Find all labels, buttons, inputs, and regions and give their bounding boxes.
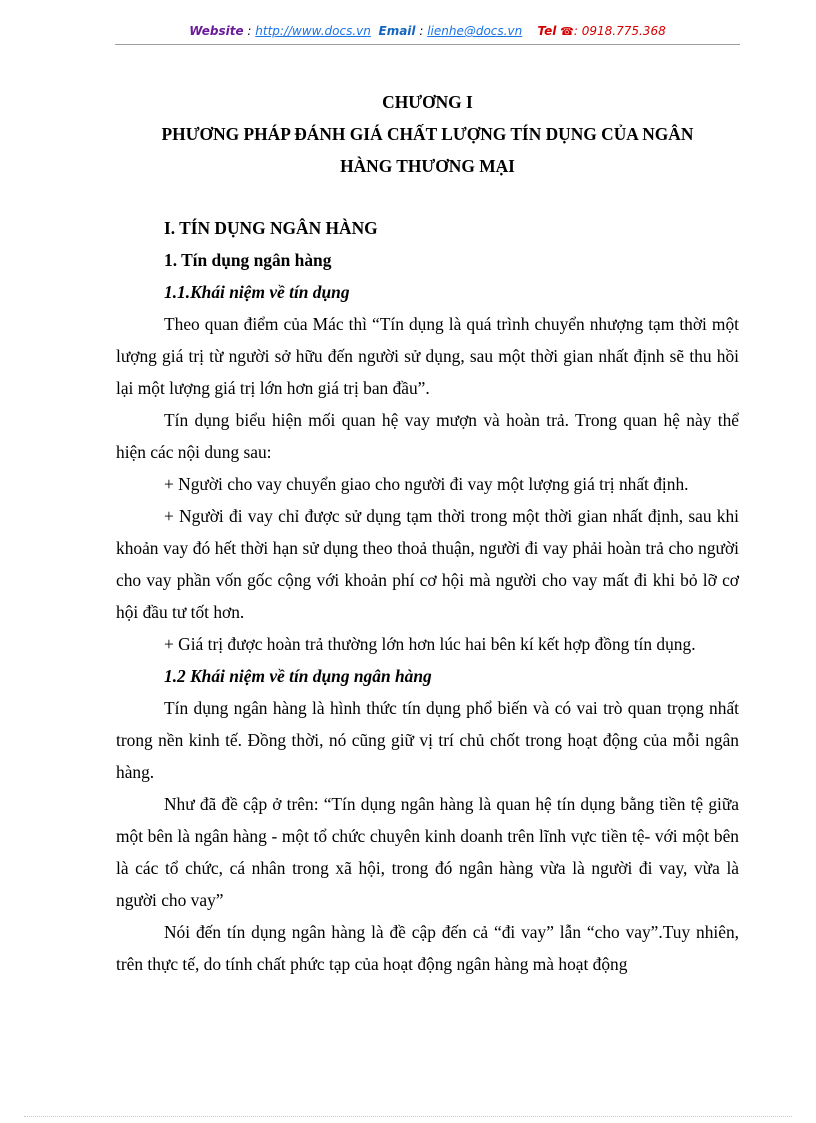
tel-value: : 0918.775.368	[573, 24, 666, 38]
chapter-title-line1: PHƯƠNG PHÁP ĐÁNH GIÁ CHẤT LƯỢNG TÍN DỤNG CỦA NGÂN	[161, 124, 694, 144]
email-label: Email	[378, 24, 416, 38]
paragraph-1: Theo quan điểm của Mác thì “Tín dụng là quá trình chuyển nhượng tạm thời một lượng giá trị từ người sở hữu đến người sử dụng, sau một thời gian nhất định sẽ thu hồi lại một lượng giá trị lớn hơn giá trị ban đầu”.	[116, 314, 739, 398]
website-link[interactable]: http://www.docs.vn	[255, 24, 371, 38]
website-label: Website	[189, 24, 244, 38]
chapter-title-line2: HÀNG THƯƠNG MẠI	[340, 156, 515, 176]
paragraph-2: Tín dụng biểu hiện mối quan hệ vay mượn và hoàn trả. Trong quan hệ này thể hiện các nội dung sau:	[116, 410, 739, 462]
page-bottom-border	[24, 1116, 792, 1117]
chapter-number: CHƯƠNG I	[382, 92, 473, 112]
subsection-heading-1-1: 1.1.Khái niệm về tín dụng	[164, 282, 350, 302]
website-separator: :	[243, 24, 256, 38]
document-body	[116, 86, 739, 980]
section-heading-2: 1. Tín dụng ngân hàng	[164, 250, 332, 270]
email-link[interactable]: lienhe@docs.vn	[427, 24, 523, 38]
paragraph-6: Tín dụng ngân hàng là hình thức tín dụng phổ biến và có vai trò quan trọng nhất trong nền kinh tế. Đồng thời, nó cũng giữ vị trí chủ chốt trong hoạt động của mỗi ngân hàng.	[116, 698, 739, 782]
subsection-heading-1-2: 1.2 Khái niệm về tín dụng ngân hàng	[164, 666, 432, 686]
paragraph-7: Như đã đề cập ở trên: “Tín dụng ngân hàng là quan hệ tín dụng bằng tiền tệ giữa một bên là ngân hàng - một tổ chức chuyên kinh doanh trên lĩnh vực tiền tệ- với một bên là các tổ chức, cá nhân trong xã hội, trong đó ngân hàng vừa là người đi vay, vừa là người cho vay”	[116, 794, 739, 910]
paragraph-5: + Giá trị được hoàn trả thường lớn hơn lúc hai bên kí kết hợp đồng tín dụng.	[164, 634, 696, 654]
spacer	[116, 182, 739, 212]
header-divider	[115, 44, 740, 45]
section-heading-1: I. TÍN DỤNG NGÂN HÀNG	[164, 218, 378, 238]
phone-icon: ☎	[560, 25, 574, 38]
email-separator: :	[415, 24, 428, 38]
tel-label: Tel	[537, 24, 557, 38]
paragraph-8: Nói đến tín dụng ngân hàng là đề cập đến cả “đi vay” lẫn “cho vay”.Tuy nhiên, trên thực tế, do tính chất phức tạp của hoạt động ngân hàng mà hoạt động	[116, 922, 739, 974]
paragraph-3: + Người cho vay chuyển giao cho người đi vay một lượng giá trị nhất định.	[164, 474, 689, 494]
page-header	[115, 24, 740, 42]
paragraph-4: + Người đi vay chỉ được sử dụng tạm thời trong một thời gian nhất định, sau khi khoản vay đó hết thời hạn sử dụng theo thoả thuận, người đi vay phải hoàn trả cho người cho vay phần vốn gốc cộng với khoản phí cơ hội mà người cho vay mất đi khi bỏ lỡ cơ hội đầu tư tốt hơn.	[116, 506, 739, 622]
